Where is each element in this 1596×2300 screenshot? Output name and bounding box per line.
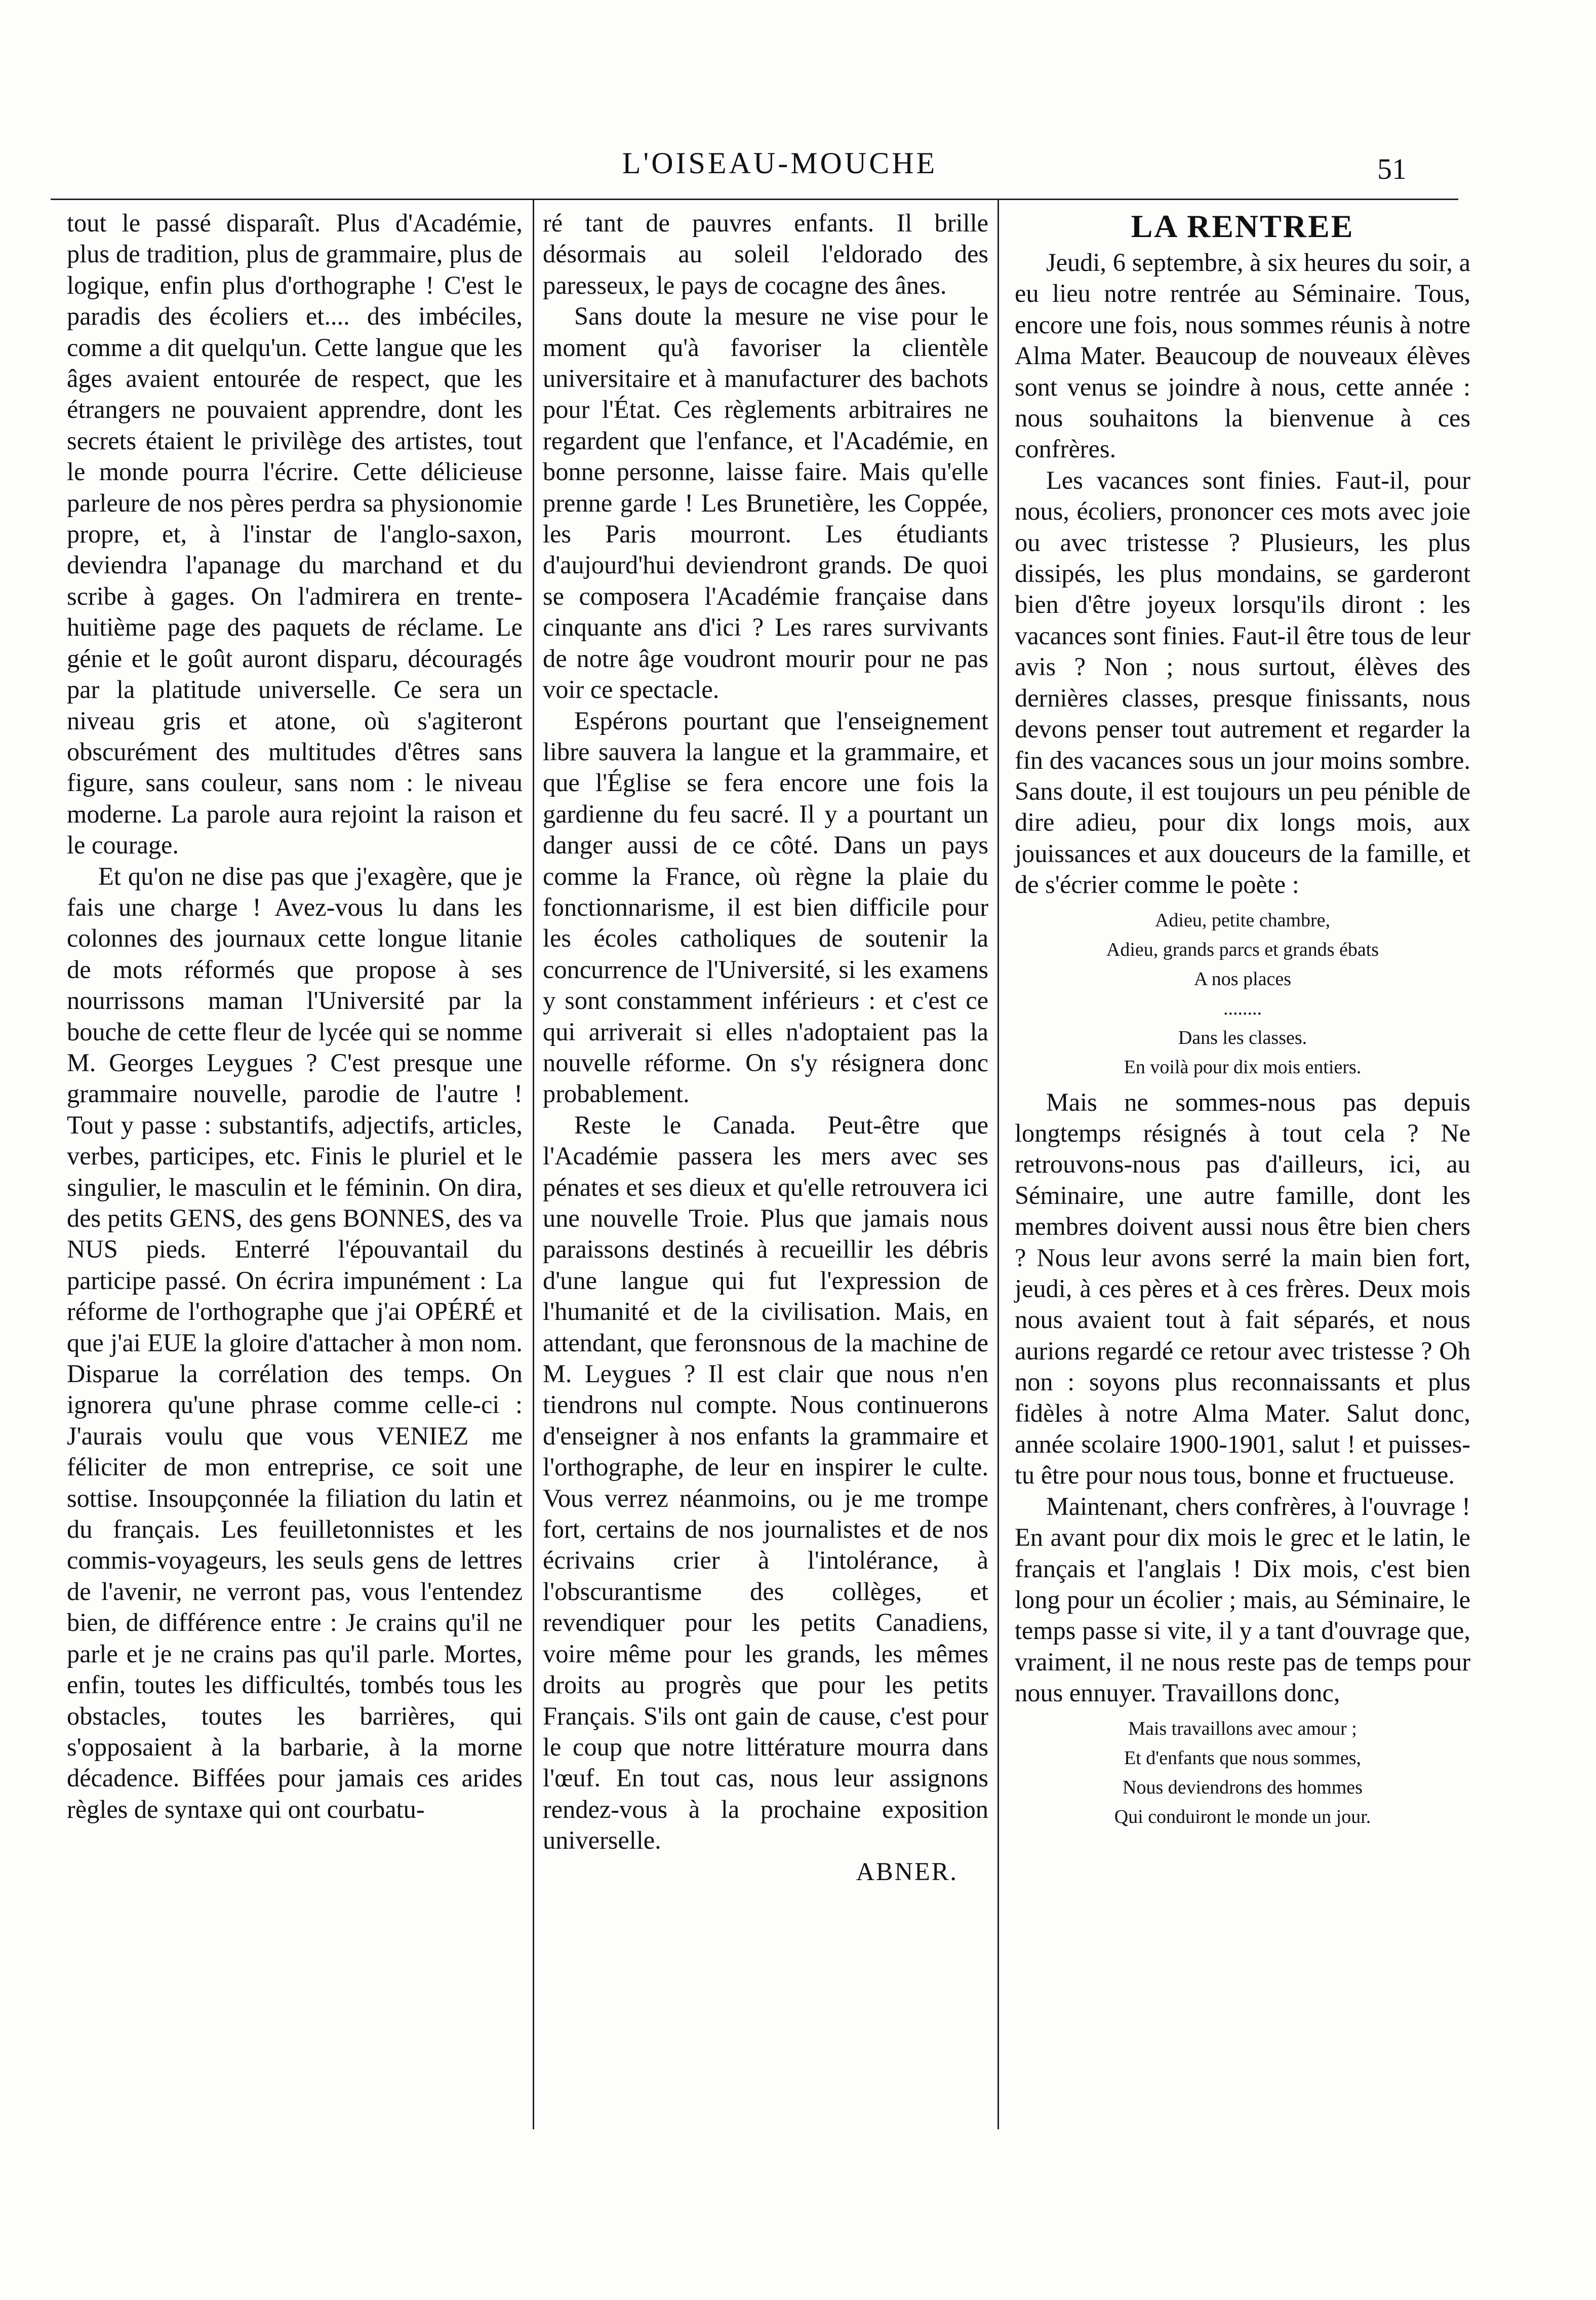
- paragraph: Et qu'on ne dise pas que j'exagère, que je fais une charge ! Avez-vous lu dans les colonnes des journaux cette longue litanie de mots réformés que propose à ses nourrissons maman l'Université par la bouche de cette fleur de lycée qui se nomme M. Georges Leygues ? C'est presque une grammaire nouvelle, parodie de l'autre ! Tout y passe : substantifs, adjectifs, articles, verbes, participes, etc. Finis le pluriel et le singulier, le masculin et le féminin. On dira, des petits GENS, des gens BONNES, des va NUS pieds. Enterré l'épouvantail du participe passé. On écrira impunément : La réforme de l'orthographe que j'ai OPÉRÉ et que j'ai EUE la gloire d'attacher à mon nom. Disparue la corrélation des temps. On ignorera qu'une phrase comme celle-ci : J'aurais voulu que vous VENIEZ me féliciter de mon entreprise, ce soit une sottise. Insoupçonnée la filiation du latin et du français. Les feuilletonnistes et les commis-voyageurs, les seuls gens de lettres de l'avenir, ne verront pas, vous l'entendez bien, de différence entre : Je crains qu'il ne parle et je ne crains pas qu'il parle. Mortes, enfin, toutes les difficultés, tombés tous les obstacles, toutes les barrières, qui s'opposaient à la barbarie, à la morne décadence. Biffées pour jamais ces arides règles de syntaxe qui ont courbatu-: [67, 862, 523, 1823]
- paragraph: Reste le Canada. Peut-être que l'Académie passera les mers avec ses pénates et ses dieux et qu'elle retrouvera ici une nouvelle Troie. Plus que jamais nous paraissons destinés à recueillir les débris d'une langue qui fut l'expression de l'humanité et de la civilisation. Mais, en attendant, que feronsnous de la machine de M. Leygues ? Il est clair que nous n'en tiendrons nul compte. Nous continuerons d'enseigner à nos enfants la grammaire et l'orthographe, de leur en inspirer le culte. Vous verrez néanmoins, ou je me trompe fort, certains de nos journalistes et de nos écrivains crier à l'intolérance, à l'obscurantisme des collèges, et revendiquer pour les petits Canadiens, voire même pour les grands, les mêmes droits au progrès que pour les petits Français. S'ils ont gain de cause, c'est pour le coup que notre littérature mourra dans l'œuf. En tout cas, nous leur assignons rendez-vous à la prochaine exposition universelle.: [543, 1110, 988, 1855]
- paragraph: Espérons pourtant que l'enseignement libre sauvera la langue et la grammaire, et que l'Église se fera encore une fois la gardienne du feu sacré. Il y a pourtant un danger aussi de ce côté. Dans un pays comme la France, où règne la plaie du fonctionnarisme, il est bien difficile pour les écoles catholiques de soutenir la concurrence de l'Université, si les examens y sont constamment inférieurs : et c'est ce qui arriverait si elles n'adoptaient pas la nouvelle réforme. On s'y résignera donc probablement.: [543, 706, 988, 1108]
- column-2: [543, 208, 988, 1887]
- column-divider-1: [533, 199, 534, 2129]
- paragraph: Mais ne sommes-nous pas depuis longtemps résignés à tout cela ? Ne retrouvons-nous pas d'ailleurs, ici, au Séminaire, une autre famille, dont les membres doivent aussi nous être bien chers ? Nous leur avons serré la main bien fort, jeudi, à ces pères et à ces frères. Deux mois nous avaient tout à fait séparés, et nous aurions regardé ce retour avec tristesse ? Oh non : soyons plus reconnaissants et plus fidèles à notre Alma Mater. Salut donc, année scolaire 1900-1901, salut ! et puisses-tu être pour nous tous, bonne et fructueuse.: [1015, 1087, 1470, 1490]
- poem-line: ........: [1223, 997, 1262, 1019]
- paragraph: ré tant de pauvres enfants. Il brille désormais au soleil l'eldorado des paresseux, le pays de cocagne des ânes.: [543, 209, 988, 299]
- paragraph: Jeudi, 6 septembre, à six heures du soir, a eu lieu notre rentrée au Séminaire. Tous, encore une fois, nous sommes réunis à notre Alma Mater. Beaucoup de nouveaux élèves sont venus se joindre à nous, cette année : nous souhaitons la bienvenue à ces confrères.: [1015, 248, 1470, 463]
- paragraph: tout le passé disparaît. Plus d'Académie, plus de tradition, plus de grammaire, plus de logique, enfin plus d'orthographe ! C'est le paradis des écoliers et.... des imbéciles, comme a dit quelqu'un. Cette langue que les âges avaient entourée de respect, que les étrangers ne pouvaient apprendre, dont les secrets étaient le privilège des artistes, tout le monde pourra l'écrire. Cette délicieuse parleure de nos pères perdra sa physionomie propre, et, à l'instar de l'anglo-saxon, deviendra l'apanage du marchand et du scribe à gages. On l'admirera en trente-huitième page des paquets de réclame. Le génie et le goût auront disparu, découragés par la platitude universelle. Ce sera un niveau gris et atone, où s'agiteront obscurément des multitudes d'êtres sans figure, sans couleur, sans nom : le niveau moderne. La parole aura rejoint la raison et le courage.: [67, 209, 523, 860]
- poem-line: Mais travaillons avec amour ;: [1128, 1718, 1357, 1739]
- poem-quote-1: [1015, 906, 1470, 1082]
- paragraph: Sans doute la mesure ne vise pour le moment qu'à favoriser la clientèle universitaire et à manufacturer des bachots pour l'État. Ces règlements arbitraires ne regardent que l'enfance, et l'Académie, en bonne personne, laisse faire. Mais qu'elle prenne garde ! Les Brunetière, les Coppée, les Paris mourront. Les étudiants d'aujourd'hui deviendront grands. De quoi se composera l'Académie française dans cinquante ans d'ici ? Les rares survivants de notre âge voudront mourir pour ne pas voir ce spectacle.: [543, 302, 988, 704]
- page-number: 51: [1377, 152, 1407, 185]
- poem-line: En voilà pour dix mois entiers.: [1124, 1056, 1362, 1078]
- poem-line: Et d'enfants que nous sommes,: [1124, 1747, 1362, 1769]
- paragraph: Les vacances sont finies. Faut-il, pour nous, écoliers, prononcer ces mots avec joie ou avec tristesse ? Plusieurs, les plus dissipés, les plus mondains, se garderont bien d'être joyeux lorsqu'ils diront : les vacances sont finies. Faut-il être tous de leur avis ? Non ; nous surtout, élèves des dernières classes, presque finissants, nous devons penser tout autrement et regarder la fin des vacances sous un jour moins sombre. Sans doute, il est toujours un peu pénible de dire adieu, pour dix longs mois, aux jouissances et aux douceurs de la famille, et de s'écrier comme le poète :: [1015, 465, 1470, 899]
- poem-line: A nos places: [1193, 968, 1292, 990]
- column-divider-2: [998, 199, 999, 2129]
- header-rule: [51, 199, 1458, 200]
- poem-line: Dans les classes.: [1178, 1027, 1307, 1048]
- poem-quote-2: [1015, 1714, 1470, 1831]
- paragraph: Maintenant, chers confrères, à l'ouvrage ! En avant pour dix mois le grec et le latin, le français et l'anglais ! Dix mois, c'est bien long pour un écolier ; mais, au Séminaire, le temps passe si vite, il y a tant d'ouvrage que, vraiment, il ne nous reste pas de temps pour nous ennuyer. Travaillons donc,: [1015, 1492, 1470, 1707]
- page-header-title: L'OISEAU-MOUCHE: [622, 146, 938, 180]
- poem-line: Nous deviendrons des hommes: [1123, 1776, 1363, 1798]
- column-1: [67, 208, 523, 1825]
- poem-line: Adieu, grands parcs et grands ébats: [1106, 939, 1379, 960]
- poem-line: Qui conduiront le monde un jour.: [1114, 1806, 1371, 1827]
- column-3: [1015, 208, 1470, 1837]
- author-signature: ABNER.: [856, 1857, 958, 1886]
- section-title: LA RENTREE: [1131, 208, 1354, 244]
- poem-line: Adieu, petite chambre,: [1154, 909, 1331, 931]
